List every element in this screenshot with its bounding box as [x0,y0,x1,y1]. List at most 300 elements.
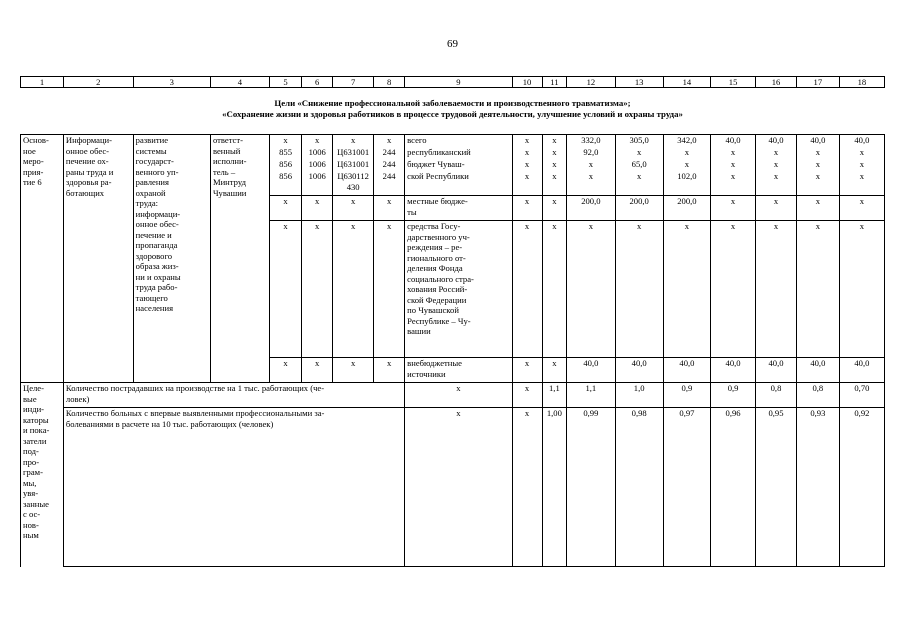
indicator-c11 [542,383,567,408]
column-number: 2 [63,77,133,88]
text-line: местные бюдже- [407,196,468,206]
column-number: 5 [269,77,301,88]
text-line: государст- [135,156,174,166]
cell-value: x [859,159,865,169]
cell-value: бюджет Чуваш- [407,159,465,169]
cell-value: x [773,221,779,231]
column-number: 11 [542,77,567,88]
cell-c15 [711,358,756,383]
indicator-c17 [796,383,839,408]
cell-value: 40,0 [583,358,599,368]
cell-value: 856 [279,171,292,181]
column-number: 4 [210,77,269,88]
cell-c9 [405,159,512,171]
cell-value: 0,93 [810,408,826,418]
cell-value: x [386,221,392,231]
cell-value: x [815,147,820,157]
cell-c16 [756,147,797,159]
cell-c16 [756,159,797,171]
cell-c14 [663,171,710,196]
cell-c5 [269,221,301,358]
cell-value: 1,1 [585,383,597,393]
text-line: ты [407,206,417,217]
cell-c5 [269,196,301,221]
cell-c15 [711,221,756,358]
indicator-c10 [512,383,542,408]
text-line: меро- [23,156,44,166]
text-line: печение и [135,229,172,240]
cell-value: 244 [382,147,396,157]
cell-c16 [756,358,797,383]
cell-value: 1006 [308,159,326,169]
cell-value: 65,0 [631,159,647,169]
cell-c12 [567,358,615,383]
indicators-label [21,383,64,567]
cell-value: x [351,135,356,145]
cell-value: x [552,358,557,368]
cell-c11 [542,171,567,196]
cell-value: 40,0 [810,135,826,145]
indicator-c14 [663,383,710,408]
column-number: 14 [663,77,710,88]
cell-value: 40,0 [810,358,826,368]
text-line: системы [135,145,167,156]
cell-value: x [351,358,356,368]
cell-c7 [333,358,374,383]
cell-value: x [684,147,690,157]
cell-c11 [542,221,567,358]
cell-value: 0,92 [854,408,870,418]
cell-value: x [351,221,356,231]
text-line: развитие [135,135,169,145]
cell-value: x [524,221,530,231]
cell-value: Ц631001 [337,147,370,157]
cell-value: x [315,221,320,231]
text-line: Чувашии [212,187,247,198]
cell-c5 [269,358,301,383]
text-line: Количество больных с впервые выявленными профессиональными за- [65,408,325,418]
cell-c16 [756,221,797,358]
text-line: инди- [23,404,45,414]
cell-value: 1,00 [546,408,562,418]
text-line: дарственного уч- [407,231,470,242]
cell-c9 [405,221,512,358]
measure-name [63,135,133,383]
cell-value: 244 [382,159,396,169]
cell-c10 [512,358,542,383]
cell-value: x [552,147,557,157]
cell-c13 [615,135,663,148]
text-line: Целе- [23,383,44,393]
text-line: нов- [23,519,39,530]
cell-c6 [302,171,333,196]
cell-c9 [405,358,512,383]
indicator-row [21,408,885,567]
cell-value: x [386,135,392,145]
cell-c9 [405,135,512,148]
text-line: вые [23,393,37,404]
text-line: ное [23,145,36,156]
cell-value: Ц631001 [337,159,370,169]
cell-c17 [796,159,839,171]
text-line: социального стра- [407,273,474,284]
indicator-c15 [711,408,756,567]
cell-c15 [711,135,756,148]
text-line: источники [407,368,446,379]
column-number: 8 [374,77,405,88]
cell-value: x [815,159,820,169]
cell-c12 [567,171,615,196]
cell-c13 [615,147,663,159]
cell-c17 [796,358,839,383]
goals-line-1: Цели «Снижение профессиональной заболеваемости и производственного травматизма»; [274,98,631,108]
cell-c8 [374,358,405,383]
cell-value: x [730,221,736,231]
cell-c8 [374,135,405,148]
cell-value: x [552,159,557,169]
cell-value: x [815,196,820,206]
cell-value: x [524,358,530,368]
cell-c12 [567,147,615,159]
cell-c12 [567,159,615,171]
cell-value: x [773,196,779,206]
text-line: исполни- [212,156,247,166]
text-line: каторы [23,414,49,425]
cell-c6 [302,196,333,221]
cell-c6 [302,147,333,159]
cell-c14 [663,358,710,383]
cell-c15 [711,171,756,196]
cell-value: 0,97 [679,408,695,418]
indicator-c16 [756,408,797,567]
indicator-c13 [615,383,663,408]
cell-c11 [542,147,567,159]
cell-c7 [333,135,374,148]
text-line: Минтруд [212,177,246,187]
text-line: Информаци- [65,135,113,145]
text-line: средства Госу- [407,221,461,231]
indicator-c9 [405,408,512,567]
text-line: болеваниями в расчете на 10 тыс. работающих (человек) [65,418,274,429]
cell-c17 [796,135,839,148]
cell-c8 [374,147,405,159]
cell-c15 [711,196,756,221]
cell-c13 [615,171,663,196]
cell-value: x [637,171,642,181]
cell-c18 [839,196,884,221]
text-line: пропаганда [135,240,178,250]
text-line: труда: [135,198,159,208]
text-line: онное обес- [135,219,179,229]
indicator-c18 [839,383,884,408]
cell-value: x [773,159,779,169]
cell-c10 [512,159,542,171]
column-number: 17 [796,77,839,88]
indicator-c12 [567,408,615,567]
column-number: 18 [839,77,884,88]
cell-c12 [567,135,615,148]
cell-value: x [386,358,392,368]
cell-c18 [839,221,884,358]
text-line: грам- [23,467,43,477]
column-number: 16 [756,77,797,88]
text-line: охраной [135,187,166,198]
text-line: Количество пострадавших на производстве на 1 тыс. работающих (че- [65,383,325,393]
text-line: образа жиз- [135,261,179,271]
cell-c13 [615,358,663,383]
cell-value: x [456,383,461,393]
measure-description [133,135,210,383]
text-line: ни и охраны [135,271,181,282]
cell-value: 244 [382,171,396,181]
column-number: 7 [333,77,374,88]
cell-c13 [615,159,663,171]
indicator-c9 [405,383,512,408]
cell-value: всего [407,135,427,145]
cell-c11 [542,159,567,171]
cell-c16 [756,135,797,148]
column-number: 15 [711,77,756,88]
text-line: увя- [23,488,39,498]
cell-c18 [839,147,884,159]
text-line: мы, [23,477,37,488]
cell-value: x [730,159,736,169]
cell-value: ской Республики [407,171,469,181]
cell-value: x [773,171,779,181]
cell-value: 430 [346,181,360,192]
column-number: 9 [405,77,512,88]
indicator-text [63,408,404,567]
cell-c11 [542,358,567,383]
text-line: тающего [135,292,168,303]
cell-c5 [269,171,301,196]
text-line: реждения – ре- [407,242,463,252]
cell-c10 [512,221,542,358]
indicator-c10 [512,408,542,567]
cell-c6 [302,159,333,171]
cell-value: Ц630112 [337,171,369,181]
indicator-c13 [615,408,663,567]
cell-value: x [859,171,865,181]
cell-c14 [663,159,710,171]
indicator-c12 [567,383,615,408]
goals-title [20,98,885,120]
indicator-c17 [796,408,839,567]
cell-value: x [283,196,288,206]
cell-value: x [730,196,736,206]
cell-c17 [796,147,839,159]
cell-c6 [302,135,333,148]
cell-value: 40,0 [854,135,870,145]
cell-c5 [269,147,301,159]
cell-value: 40,0 [725,135,741,145]
text-line: печение ох- [65,156,109,166]
cell-c5 [269,135,301,148]
cell-value: 40,0 [725,358,741,368]
cell-value: 0,99 [583,408,599,418]
cell-value: 342,0 [677,135,697,145]
cell-value: 40,0 [631,358,647,368]
cell-c18 [839,135,884,148]
cell-value: 102,0 [677,171,697,181]
text-line: затели [23,435,47,446]
cell-value: x [351,196,356,206]
cell-value: 332,0 [581,135,601,145]
text-line: внебюджетные [407,358,462,368]
indicator-row [21,383,885,408]
cell-value: x [588,171,594,181]
text-line: прия- [23,166,44,177]
cell-value: 0,98 [631,408,647,418]
goals-line-2: «Сохранение жизни и здоровья работников в процессе трудовой деятельности, улучшение условий и охраны труда» [222,109,683,119]
cell-value: 1006 [308,147,326,157]
cell-value: x [524,408,530,418]
cell-c5 [269,159,301,171]
text-line: онное обес- [65,145,110,156]
cell-c9 [405,147,512,159]
column-number: 10 [512,77,542,88]
cell-c7 [333,147,374,159]
indicator-text [63,383,404,408]
cell-value: 0,9 [727,383,739,393]
text-line: здоровья ра- [65,177,112,187]
cell-c7 [333,196,374,221]
cell-c10 [512,147,542,159]
cell-c9 [405,171,512,196]
text-line: хования Россий- [407,284,468,294]
cell-c15 [711,159,756,171]
cell-value: 0,70 [854,383,870,393]
text-line: деления Фонда [407,263,463,273]
cell-c6 [302,221,333,358]
text-line: тель – [212,166,236,177]
cell-value: x [588,221,594,231]
measure-row [21,135,885,148]
cell-value: 200,0 [581,196,601,206]
main-table [20,134,885,567]
cell-value: x [456,408,461,418]
text-line: ской Федерации [407,294,467,305]
cell-value: 0,96 [725,408,741,418]
cell-value: 40,0 [768,358,784,368]
column-number: 1 [21,77,64,88]
text-line: раны труда и [65,166,114,177]
cell-value: x [524,159,530,169]
text-line: по Чувашской [407,305,459,315]
text-line: ответст- [212,135,243,145]
cell-value: 200,0 [629,196,649,206]
cell-value: x [684,221,690,231]
cell-c14 [663,147,710,159]
text-line: ным [23,530,39,540]
cell-c9 [405,196,512,221]
cell-value: x [283,135,288,145]
cell-value: x [386,196,392,206]
cell-value: 40,0 [679,358,695,368]
cell-value: 200,0 [677,196,697,206]
text-line: и пока- [23,425,50,435]
text-line: тие 6 [23,177,42,187]
cell-c10 [512,171,542,196]
cell-value: 0,9 [681,383,693,393]
cell-value: x [637,147,642,157]
cell-value: x [315,358,320,368]
cell-c8 [374,171,405,196]
indicator-c15 [711,383,756,408]
text-line: Республике – Чу- [407,315,471,326]
cell-value: 1,1 [549,383,560,393]
cell-value: x [524,196,530,206]
cell-c18 [839,358,884,383]
cell-value: 1006 [308,171,326,181]
cell-value: x [859,196,865,206]
cell-c7 [333,171,374,196]
cell-value: x [552,221,557,231]
cell-value: x [283,221,288,231]
cell-c12 [567,196,615,221]
text-line: ботающих [65,187,105,198]
cell-value: x [637,221,642,231]
cell-c8 [374,196,405,221]
text-line: информаци- [135,208,181,219]
text-line: населения [135,303,174,313]
cell-c13 [615,221,663,358]
text-line: Основ- [23,135,49,145]
cell-value: x [684,159,690,169]
cell-value: x [730,147,736,157]
cell-c18 [839,171,884,196]
cell-value: x [815,221,820,231]
cell-c11 [542,135,567,148]
cell-value: 40,0 [768,135,784,145]
text-line: занные [23,498,49,509]
text-line: про- [23,456,40,467]
column-number: 3 [133,77,210,88]
indicator-c11 [542,408,567,567]
cell-value: x [552,196,557,206]
cell-value: x [283,358,288,368]
cell-c11 [542,196,567,221]
cell-value: x [859,221,865,231]
cell-c8 [374,159,405,171]
cell-value: 92,0 [583,147,599,157]
cell-value: республиканский [407,147,471,157]
cell-value: x [859,147,865,157]
text-line: вашии [407,326,431,336]
cell-c6 [302,358,333,383]
cell-c17 [796,196,839,221]
cell-value: 855 [279,147,292,157]
cell-value: x [524,135,530,145]
text-line: равления [135,177,169,187]
text-line: под- [23,446,39,456]
cell-value: x [315,196,320,206]
cell-value: x [524,171,530,181]
cell-c10 [512,135,542,148]
cell-c14 [663,196,710,221]
indicator-c18 [839,408,884,567]
indicator-c16 [756,383,797,408]
cell-c8 [374,221,405,358]
cell-value: 0,8 [812,383,824,393]
cell-value: x [524,147,530,157]
cell-value: x [552,171,557,181]
column-number: 12 [567,77,615,88]
cell-value: 40,0 [854,358,870,368]
cell-c12 [567,221,615,358]
cell-c16 [756,171,797,196]
cell-c15 [711,147,756,159]
